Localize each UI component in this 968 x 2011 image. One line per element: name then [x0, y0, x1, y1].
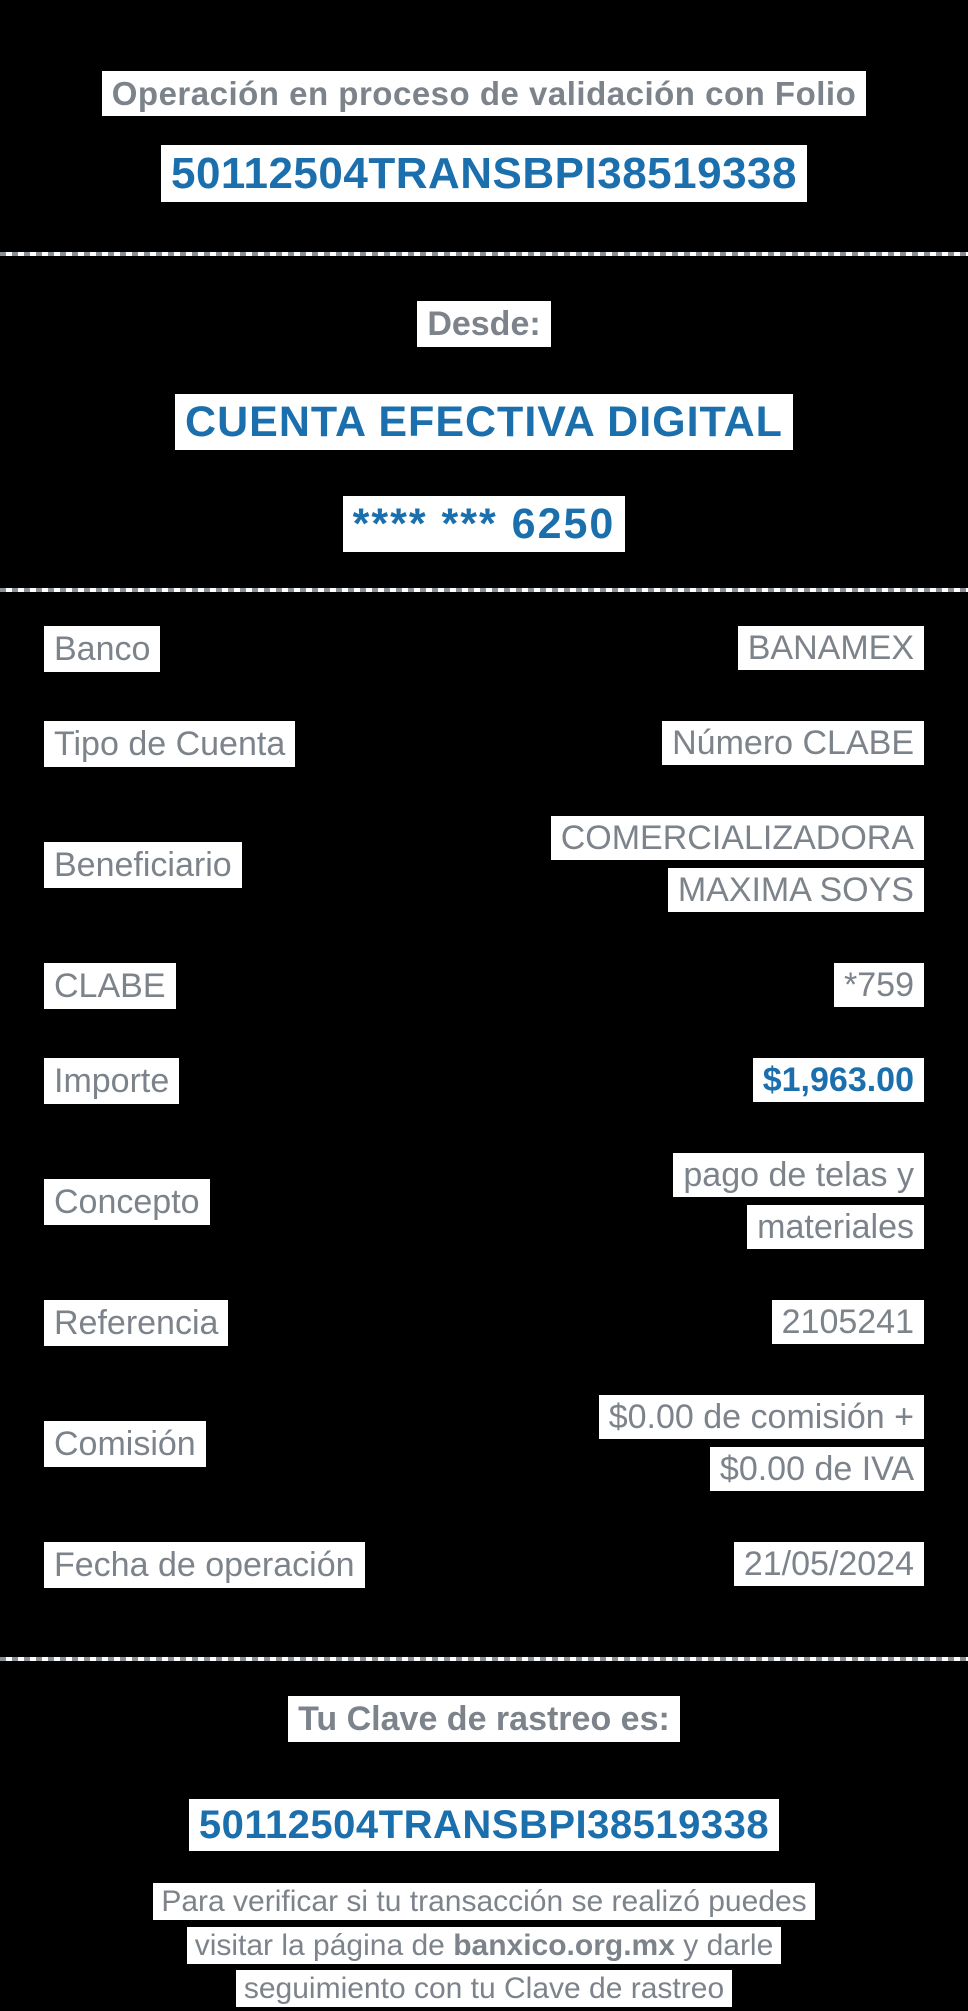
divider-top [0, 252, 968, 256]
row-label: Tipo de Cuenta [44, 720, 295, 769]
origin-label [0, 300, 968, 349]
tracking-key [0, 1796, 968, 1854]
row-tipo-de-cuenta [44, 719, 924, 770]
validation-title-text: Operación en proceso de validación con Folio [102, 71, 867, 116]
row-fecha-de-operacion [44, 1540, 924, 1591]
dashed-line [0, 588, 968, 592]
divider-details-top [0, 588, 968, 592]
dashed-line [0, 252, 968, 256]
row-beneficiario [44, 814, 924, 917]
row-value: COMERCIALIZADORA MAXIMA SOYS [551, 814, 924, 917]
row-value: Número CLABE [662, 719, 924, 770]
tracking-title [0, 1695, 968, 1744]
row-label: CLABE [44, 962, 176, 1011]
row-label: Comisión [44, 1420, 206, 1469]
origin-account-name [0, 391, 968, 453]
dashed-line [0, 1657, 968, 1661]
banxico-link[interactable]: banxico.org.mx [453, 1928, 675, 1962]
details-table [0, 624, 968, 1636]
origin-account-name-text: CUENTA EFECTIVA DIGITAL [175, 394, 793, 450]
validation-title [0, 70, 968, 118]
origin-account-masked-text: **** *** 6250 [343, 496, 626, 552]
row-value: BANAMEX [738, 624, 924, 675]
row-banco [44, 624, 924, 675]
row-value: 2105241 [772, 1298, 924, 1349]
note-text-before: Para verificar si tu transacción se realizó puedes visitar la página de [161, 1885, 807, 1962]
row-label: Beneficiario [44, 841, 242, 890]
origin-label-text: Desde: [417, 301, 550, 347]
row-clabe [44, 961, 924, 1012]
origin-account-masked [0, 493, 968, 555]
row-comision [44, 1393, 924, 1496]
folio-number-text: 50112504TRANSBPI38519338 [161, 145, 807, 202]
row-label: Importe [44, 1057, 179, 1106]
row-label: Banco [44, 625, 160, 674]
row-label: Referencia [44, 1299, 228, 1348]
divider-tracking [0, 1657, 968, 1661]
row-value: *759 [834, 961, 924, 1012]
row-label: Concepto [44, 1178, 210, 1227]
row-value: $0.00 de comisión + $0.00 de IVA [599, 1393, 924, 1496]
folio-number [0, 142, 968, 206]
note-text-after: y darle seguimiento con tu Clave de rastreo [243, 1928, 774, 2006]
row-value amount-value: $1,963.00 [753, 1056, 924, 1107]
row-importe [44, 1056, 924, 1107]
row-value: pago de telas y materiales [673, 1151, 924, 1254]
tracking-key-text: 50112504TRANSBPI38519338 [189, 1799, 779, 1851]
row-label: Fecha de operación [44, 1541, 365, 1590]
row-referencia [44, 1298, 924, 1349]
row-concepto [44, 1151, 924, 1254]
banxico-note [124, 1880, 844, 2011]
row-value: 21/05/2024 [734, 1540, 924, 1591]
tracking-title-text: Tu Clave de rastreo es: [288, 1696, 680, 1742]
